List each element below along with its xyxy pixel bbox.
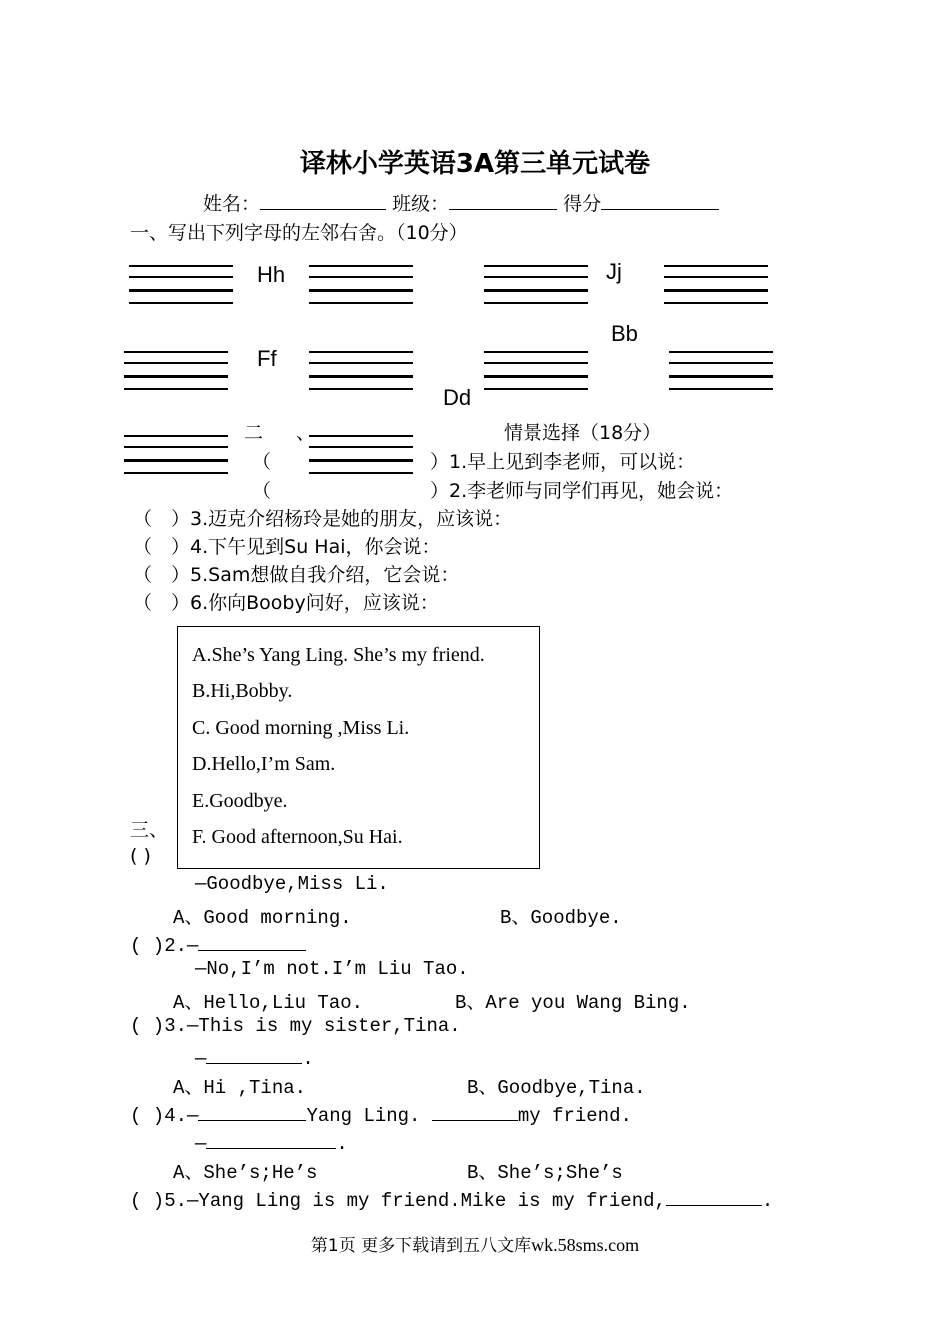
question-number: 4.— (164, 1105, 199, 1127)
footer-text: 第1页 更多下载请到五八文库 (310, 1236, 532, 1256)
writing-lines-dd-left[interactable] (124, 435, 228, 475)
answer-paren[interactable]: （ ） (133, 592, 191, 614)
option-e: E.Goodbye. (192, 790, 288, 812)
section2-heading-text: 情景选择（18分） (504, 422, 662, 444)
name-blank[interactable] (260, 189, 386, 210)
answer-paren[interactable]: ( ) (130, 935, 165, 957)
writing-lines-jj-right[interactable] (664, 265, 768, 305)
option-c: C. Good morning ,Miss Li. (192, 717, 410, 739)
answer-blank-2[interactable] (432, 1100, 518, 1121)
writing-lines-ff-right[interactable] (309, 351, 413, 391)
q3-3-reply (195, 1043, 314, 1070)
q2-1-text: ）1.早上见到李老师，可以说： (430, 451, 696, 473)
class-label: 班级： (392, 193, 450, 215)
letter-ff: Ff (257, 346, 277, 371)
student-info-line (203, 189, 719, 216)
section2-heading-sep: 、 (296, 422, 316, 444)
option-a: A.She’s Yang Ling. She’s my friend. (192, 644, 485, 666)
letter-jj: Jj (606, 259, 622, 284)
q3-1-option-b: B、Goodbye. (500, 907, 622, 929)
q2-4 (133, 532, 441, 559)
period: . (302, 1048, 314, 1070)
q2-2-text: ）2.李老师与同学们再见，她会说： (430, 480, 734, 502)
answer-paren[interactable]: （ ） (133, 508, 191, 530)
question-text: 3.迈克介绍杨玲是她的朋友，应该说： (190, 508, 513, 530)
question-number: 2.— (164, 935, 199, 957)
q3-2-line (130, 930, 306, 957)
q3-2-option-b: B、Are you Wang Bing. (455, 992, 691, 1014)
period: . (761, 1190, 774, 1212)
answer-paren[interactable]: （ ） (133, 564, 191, 586)
answer-blank[interactable] (198, 930, 306, 951)
answer-blank[interactable] (206, 1043, 302, 1064)
question-text: 6.你向Booby问好，应该说： (190, 592, 439, 614)
q2-2-paren[interactable]: （ (252, 480, 272, 502)
page-footer (0, 1231, 950, 1256)
answer-paren[interactable]: ( ) (130, 1105, 165, 1127)
q2-1-paren[interactable]: （ (252, 451, 272, 473)
writing-lines-bb-left[interactable] (484, 351, 588, 391)
question-text: 5.—Yang Ling is my friend.Mike is my friend, (164, 1190, 666, 1212)
option-b: B.Hi,Bobby. (192, 680, 293, 702)
answer-blank-1[interactable] (198, 1100, 306, 1121)
q3-2-option-a: A、Hello,Liu Tao. (173, 992, 364, 1014)
section2-heading-num: 二 (244, 422, 264, 444)
q2-5 (133, 560, 459, 587)
question-text: Yang Ling. (306, 1105, 432, 1127)
question-text-end: my friend. (517, 1105, 632, 1127)
answer-paren[interactable]: ( ) (130, 1190, 165, 1212)
writing-lines-bb-right[interactable] (669, 351, 773, 391)
option-f: F. Good afternoon,Su Hai. (192, 826, 403, 848)
writing-lines-jj-left[interactable] (484, 265, 588, 305)
q3-1-paren[interactable]: ( ) (130, 845, 151, 867)
option-d: D.Hello,I’m Sam. (192, 753, 336, 775)
answer-paren[interactable]: （ ） (133, 536, 191, 558)
class-blank[interactable] (449, 189, 557, 210)
q3-3-option-b: B、Goodbye,Tina. (467, 1077, 646, 1099)
dash: — (195, 1048, 207, 1070)
writing-lines-ff-left[interactable] (124, 351, 228, 391)
writing-lines-hh-right[interactable] (309, 265, 413, 305)
options-box (177, 626, 540, 869)
q3-4-reply (195, 1128, 348, 1155)
score-label: 得分 (563, 193, 602, 215)
question-text: 4.下午见到Su Hai，你会说： (190, 536, 441, 558)
section1-heading: 一、写出下列字母的左邻右舍。（10分） (130, 222, 468, 244)
q2-3 (133, 504, 512, 531)
q3-4-option-a: A、She’s;He’s (173, 1162, 318, 1184)
name-label: 姓名： (203, 193, 261, 215)
q2-6 (133, 588, 439, 615)
dash: — (195, 1133, 207, 1155)
answer-blank[interactable] (206, 1128, 336, 1149)
answer-blank[interactable] (666, 1185, 762, 1206)
letter-hh: Hh (257, 262, 286, 287)
writing-lines-hh-left[interactable] (129, 265, 233, 305)
question-text: 3.—This is my sister,Tina. (164, 1015, 461, 1037)
q3-4-option-b: B、She’s;She’s (467, 1162, 623, 1184)
footer-site: wk.58sms.com (531, 1235, 640, 1255)
page-title: 译林小学英语3A第三单元试卷 (299, 149, 651, 179)
q3-1-reply: —Goodbye,Miss Li. (195, 873, 389, 895)
section3-heading: 三、 (130, 819, 169, 841)
q3-2-reply: —No,I’m not.I’m Liu Tao. (195, 958, 469, 980)
answer-paren[interactable]: ( ) (130, 1015, 165, 1037)
q3-3-option-a: A、Hi ,Tina. (173, 1077, 307, 1099)
letter-dd: Dd (443, 385, 472, 410)
letter-bb: Bb (611, 321, 638, 346)
period: . (336, 1133, 348, 1155)
q3-4-line (130, 1100, 632, 1127)
score-blank[interactable] (601, 189, 719, 210)
q3-3-line (130, 1015, 461, 1037)
question-text: 5.Sam想做自我介绍，它会说： (190, 564, 460, 586)
q3-5-line (130, 1185, 773, 1212)
q3-1-option-a: A、Good morning. (173, 907, 352, 929)
writing-lines-dd-right[interactable] (309, 435, 413, 475)
